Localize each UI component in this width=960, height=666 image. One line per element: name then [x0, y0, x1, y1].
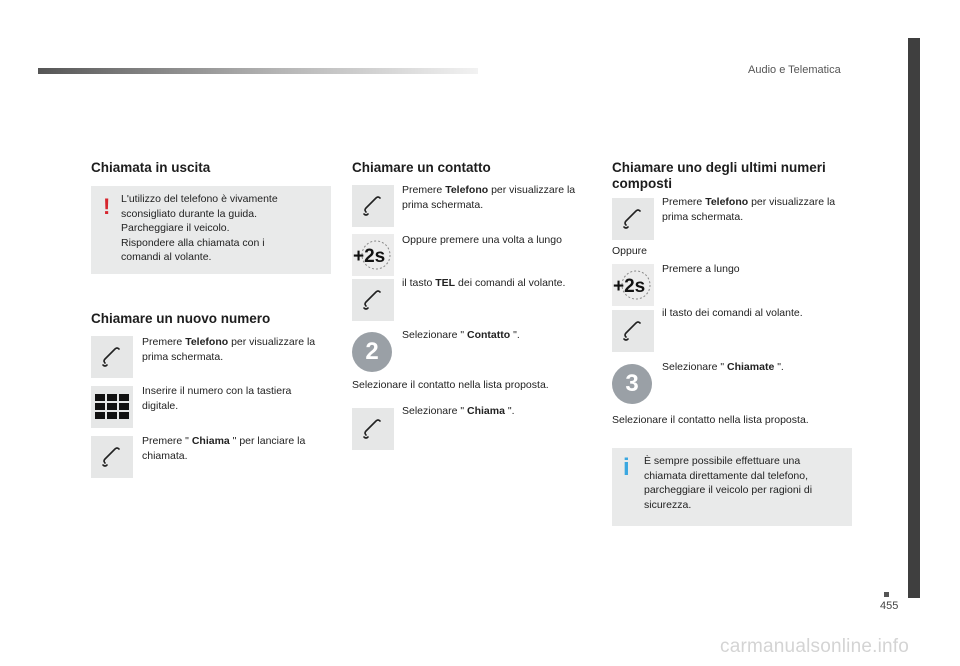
phone-button[interactable]	[612, 198, 654, 240]
warning-icon: !	[103, 194, 111, 219]
step-chiama: Selezionare " Chiama ".	[402, 405, 515, 417]
phone-handset-icon	[99, 344, 125, 370]
phone-handset-icon	[360, 193, 386, 219]
page-number: 455	[880, 600, 899, 612]
section-title: Audio e Telematica	[748, 64, 841, 76]
heading-ultimi-numeri: Chiamare uno degli ultimi numeri composti	[612, 160, 826, 191]
header-decoration-bar	[38, 68, 478, 74]
long-press-button[interactable]	[352, 234, 394, 276]
info-icon: i	[623, 454, 630, 481]
step-badge: 3	[612, 364, 652, 404]
step-selezionare-contatto: Selezionare il contatto nella lista proposta.	[612, 414, 809, 426]
call-button[interactable]	[352, 408, 394, 450]
long-press-button[interactable]	[612, 264, 654, 306]
tel-steering-button[interactable]	[612, 310, 654, 352]
step-chiama: Premere " Chiama " per lanciare la chiamata.	[142, 435, 306, 462]
heading-nuovo-numero: Chiamare un nuovo numero	[91, 311, 271, 326]
phone-handset-icon	[99, 444, 125, 470]
phone-handset-icon	[360, 287, 386, 313]
info-box	[612, 448, 852, 526]
svg-text:+2s: +2s	[613, 276, 646, 297]
warning-box	[91, 186, 331, 274]
page-marker	[884, 592, 889, 597]
step-chiamate: Selezionare " Chiamate ".	[662, 361, 784, 373]
heading-chiamata-uscita: Chiamata in uscita	[91, 160, 211, 175]
tel-steering-button[interactable]	[352, 279, 394, 321]
long-press-2s-icon	[352, 238, 394, 272]
svg-text:+2s: +2s	[353, 246, 386, 267]
phone-button[interactable]	[352, 185, 394, 227]
phone-handset-icon	[620, 206, 646, 232]
step-tastiera: Inserire il numero con la tastiera digitale.	[142, 385, 292, 412]
step-telefono: Premere Telefono per visualizzare la prima schermata.	[662, 196, 836, 223]
side-strip	[908, 38, 920, 598]
step-telefono: Premere Telefono per visualizzare la prima schermata.	[402, 184, 576, 211]
heading-chiamare-contatto: Chiamare un contatto	[352, 160, 491, 175]
phone-handset-icon	[620, 318, 646, 344]
watermark: carmanualsonline.info	[720, 636, 910, 657]
step-tasto-comandi: il tasto dei comandi al volante.	[662, 307, 803, 319]
phone-button[interactable]	[91, 336, 133, 378]
step-contatto: Selezionare " Contatto ".	[402, 329, 520, 341]
warning-text: L'utilizzo del telefono è vivamente sconsigliato durante la guida. Parcheggiare il veicolo. Rispondere alla chiamata con i comandi al volante.	[121, 193, 278, 263]
step-tasto-tel: il tasto TEL dei comandi al volante.	[402, 277, 566, 289]
call-button[interactable]	[91, 436, 133, 478]
step-premere-lungo: Oppure premere una volta a lungo	[402, 234, 562, 246]
step-telefono: Premere Telefono per visualizzare la prima schermata.	[142, 336, 316, 363]
step-selezionare-contatto: Selezionare il contatto nella lista proposta.	[352, 379, 549, 391]
keypad-icon	[94, 393, 130, 421]
info-text: È sempre possibile effettuare una chiamata direttamente dal telefono, parcheggiare il veicolo per ragioni di sicurezza.	[644, 455, 813, 511]
phone-handset-icon	[360, 416, 386, 442]
oppure-label: Oppure	[612, 245, 648, 257]
step-badge: 2	[352, 332, 392, 372]
long-press-2s-icon	[612, 268, 654, 302]
keypad-button[interactable]	[91, 386, 133, 428]
step-premere-lungo: Premere a lungo	[662, 263, 740, 275]
